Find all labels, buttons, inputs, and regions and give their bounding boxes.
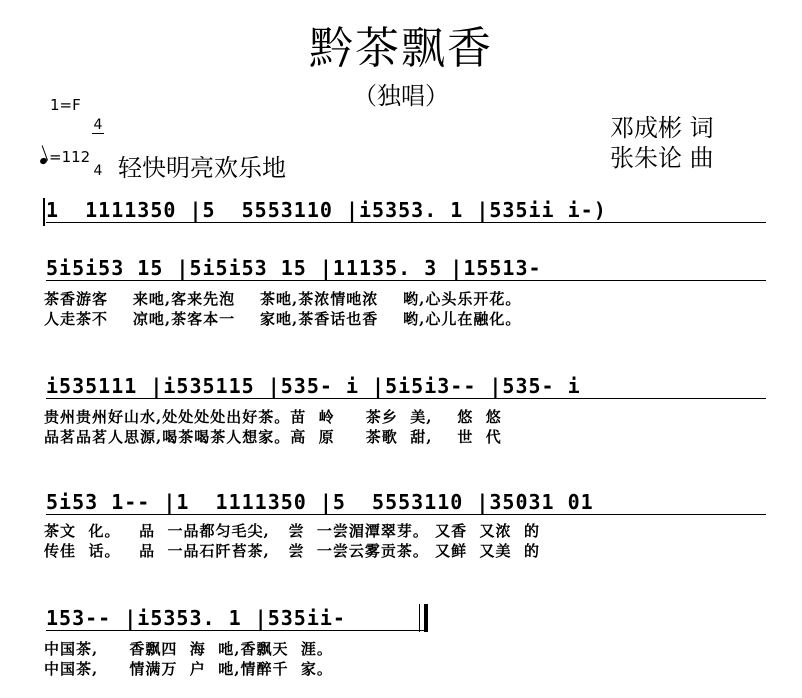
song-title: 黔茶飘香 <box>309 23 493 74</box>
song-subtitle: （独唱） <box>353 82 449 110</box>
time-sig-top: 4 <box>93 117 103 133</box>
system-4-lyrics-verse2: 传佳 话。 品 一品石阡苔茶, 尝 一尝云雾贡茶。 又鲜 又美 的 <box>44 542 541 560</box>
lyricist-credit: 邓成彬 词 <box>610 114 714 142</box>
system-4-lyrics-verse1: 茶文 化。 品 一品都匀毛尖, 尝 一尝湄潭翠芽。 又香 又浓 的 <box>44 522 541 540</box>
system-5-lyrics-verse2: 中国茶, 情满万 户 吔,情醉千 家。 <box>44 660 333 678</box>
system-3-underline <box>46 398 766 399</box>
system-3-lyrics-verse2: 品茗品茗人思源,喝茶喝茶人想家。高 原 茶歌 甜, 世 代 <box>44 428 502 446</box>
system-5-lyrics-verse1: 中国茶, 香飘四 海 吔,香飘天 涯。 <box>44 640 333 658</box>
time-signature <box>92 88 104 194</box>
system-2-lyrics-verse1: 茶香游客 来吔,客来先泡 茶吔,茶浓情吔浓 哟,心头乐开花。 <box>44 290 522 308</box>
system-3-notes: i535111 |i535115 |535- i |5i5i3-- |535- i <box>46 374 581 398</box>
final-barline <box>424 604 428 632</box>
time-sig-bottom: 4 <box>93 163 103 179</box>
system-2-notes: 5i5i53 15 |5i5i53 15 |11135. 3 |15513- <box>46 256 542 280</box>
final-barline-thin <box>419 604 420 632</box>
quarter-note-icon <box>39 157 48 165</box>
composer-credit: 张朱论 曲 <box>610 144 714 172</box>
key-signature: 1=F <box>50 96 81 114</box>
system-4-notes: 5i53 1-- |1 1111350 |5 5553110 |35031 01 <box>46 490 594 514</box>
system-5-underline <box>46 630 426 631</box>
system-1-start-bar <box>43 198 45 226</box>
tempo-marking <box>40 148 90 166</box>
system-5-notes: 153-- |i5353. 1 |535ii- <box>46 606 346 630</box>
tempo-value: =112 <box>49 148 91 166</box>
system-2-underline <box>46 280 766 281</box>
system-1-underline <box>46 222 766 223</box>
expression-marking: 轻快明亮欢乐地 <box>118 154 286 182</box>
system-1-notes: 1 1111350 |5 5553110 |i5353. 1 |535ii i-) <box>46 198 607 222</box>
system-3-lyrics-verse1: 贵州贵州好山水,处处处处出好茶。苗 岭 茶乡 美, 悠 悠 <box>44 408 502 426</box>
system-4-underline <box>46 514 766 515</box>
system-2-lyrics-verse2: 人走茶不 凉吔,茶客本一 家吔,茶香话也香 哟,心儿在融化。 <box>44 310 522 328</box>
